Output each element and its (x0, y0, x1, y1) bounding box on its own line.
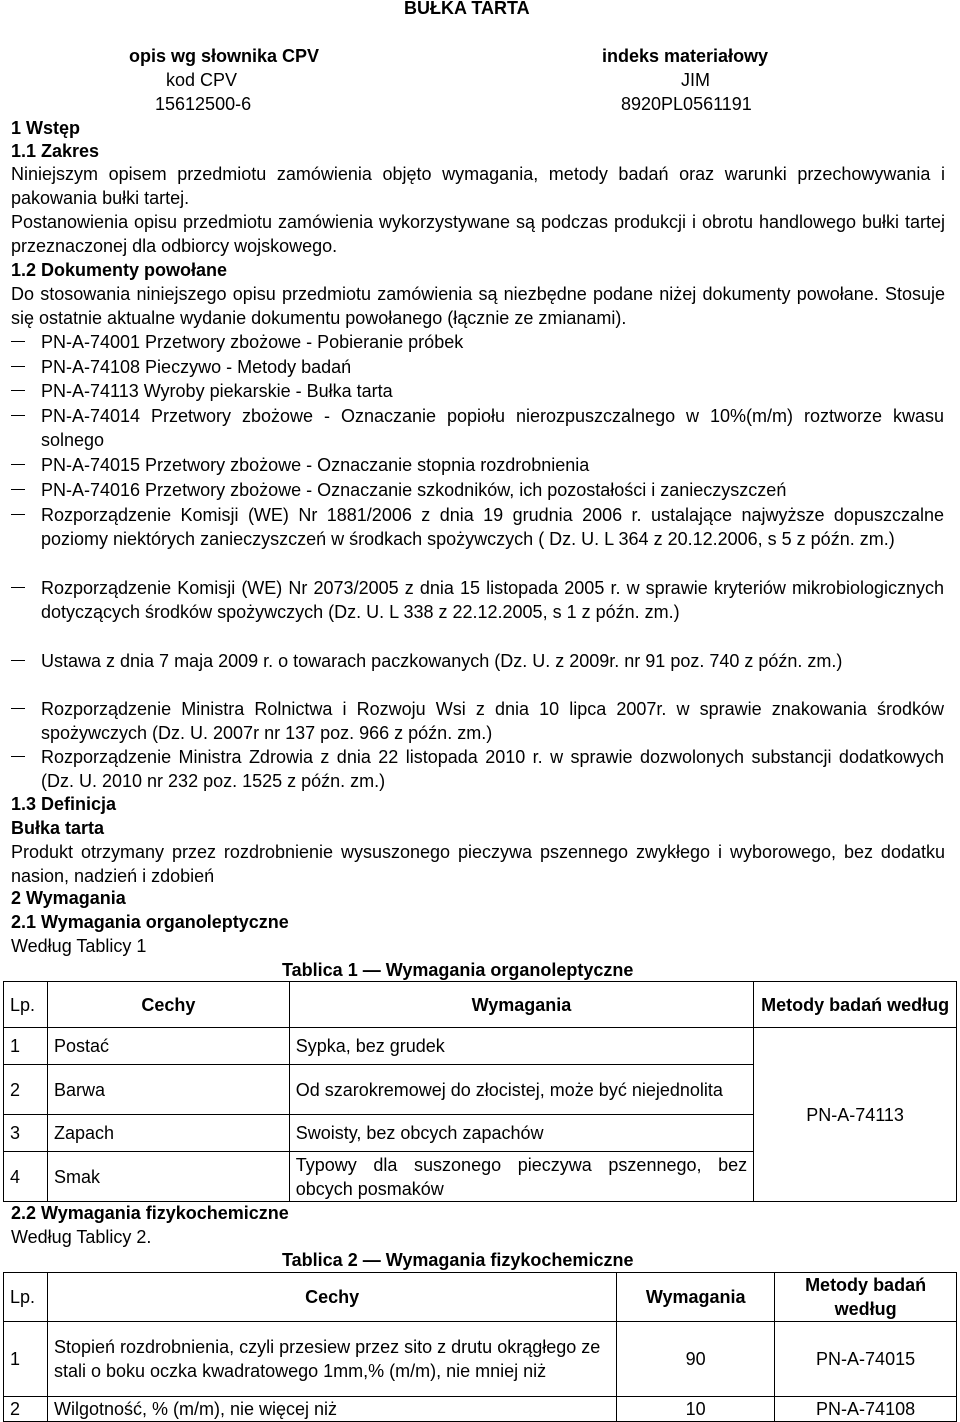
list-item (0, 330, 945, 354)
table-row (4, 1397, 957, 1422)
cell-requirement: 10 (617, 1397, 775, 1422)
column-header-lp: Lp. (4, 982, 48, 1028)
cpv-code: 15612500-6 (155, 94, 252, 114)
jim-code: 8920PL0561191 (621, 94, 752, 114)
cell-feature: Zapach (47, 1115, 289, 1152)
dash-bullet-icon (11, 390, 25, 391)
section-2-heading: 2 Wymagania (11, 888, 126, 908)
list-item-text: PN-A-74113 Wyroby piekarskie - Bułka tarta (41, 381, 393, 401)
list-item (0, 478, 945, 502)
definition-term: Bułka tarta (11, 818, 105, 838)
table-2-caption: Tablica 2 — Wymagania fizykochemiczne (282, 1250, 634, 1270)
section-1-1-paragraph-2: Postanowienia opisu przedmiotu zamówienia wykorzystywane są podczas produkcji i obrotu handlowego bułki tartej przeznaczonej dla odbiorcy wojskowego. (11, 212, 945, 256)
index-label: indeks materiałowy (602, 46, 769, 66)
cell-requirement: Swoisty, bez obcych zapachów (289, 1115, 753, 1152)
section-1-heading: 1 Wstęp (11, 118, 81, 138)
table-row (4, 1028, 957, 1065)
section-1-2-paragraph: Do stosowania niniejszego opisu przedmiotu zamówienia są niezbędne podane niżej dokumenty powołane. Stosuje się ostatnie aktualne wydanie dokumentu powołanego (łącznie ze zmianami). (11, 284, 945, 328)
list-item-text: Rozporządzenie Ministra Rolnictwa i Rozwoju Wsi z dnia 10 lipca 2007r. w sprawie znakowania środków spożywczych (Dz. U. 2007r nr 137 poz. 966 z późn. zm.) (41, 699, 944, 743)
dash-bullet-icon (11, 514, 25, 515)
cell-requirement: Sypka, bez grudek (289, 1028, 753, 1065)
list-item (0, 503, 945, 575)
section-1-1-heading: 1.1 Zakres (11, 141, 100, 161)
cell-requirement: Od szarokremowej do złocistej, może być niejednolita (289, 1065, 753, 1115)
cell-requirement: Typowy dla suszonego pieczywa pszennego, bez obcych posmaków (289, 1152, 753, 1202)
cell-lp: 2 (4, 1065, 48, 1115)
dash-bullet-icon (11, 708, 25, 709)
dash-bullet-icon (11, 341, 25, 342)
list-item-text: PN-A-74016 Przetwory zbożowe - Oznaczanie szkodników, ich pozostałości i zanieczyszczeń (41, 480, 787, 500)
jim-label: JIM (681, 70, 710, 90)
definition-text: Produkt otrzymany przez rozdrobnienie wysuszonego pieczywa pszennego zwykłego i wyborowego, bez dodatku nasion, nadzień i zdobień (11, 842, 945, 886)
document-title: BUŁKA TARTA (404, 0, 530, 18)
list-item (0, 379, 945, 403)
dash-bullet-icon (11, 415, 25, 416)
dash-bullet-icon (11, 489, 25, 490)
list-item-text: Rozporządzenie Ministra Zdrowia z dnia 22 listopada 2010 r. w sprawie dozwolonych substancji dodatkowych (Dz. U. 2010 nr 232 poz. 1525 z późn. zm.) (41, 747, 944, 791)
list-item-text: PN-A-74014 Przetwory zbożowe - Oznaczanie popiołu nierozpuszczalnego w 10%(m/m) roztworze kwasu solnego (41, 406, 944, 450)
cell-method: PN-A-74113 (754, 1028, 957, 1202)
column-header-lp: Lp. (4, 1273, 48, 1322)
table-organoleptic (3, 981, 957, 1202)
column-header-features: Cechy (47, 982, 289, 1028)
section-2-1-heading: 2.1 Wymagania organoleptyczne (11, 912, 289, 932)
table-header-row (4, 982, 957, 1028)
column-header-requirements: Wymagania (617, 1273, 775, 1322)
cell-feature: Wilgotność, % (m/m), nie więcej niż (47, 1397, 616, 1422)
cell-lp: 2 (4, 1397, 48, 1422)
cell-method: PN-A-74108 (775, 1397, 957, 1422)
column-header-features: Cechy (47, 1273, 616, 1322)
table-physicochemical (3, 1272, 957, 1422)
table-2-reference: Według Tablicy 2. (11, 1227, 152, 1247)
cell-feature: Smak (47, 1152, 289, 1202)
cell-feature: Stopień rozdrobnienia, czyli przesiew przez sito z drutu okrągłego ze stali o boku oczka kwadratowego 1mm,% (m/m), nie mniej niż (47, 1322, 616, 1397)
dash-bullet-icon (11, 756, 25, 757)
section-1-1-paragraph-1: Niniejszym opisem przedmiotu zamówienia objęto wymagania, metody badań oraz warunki przechowywania i pakowania bułki tartej. (11, 164, 945, 208)
table-1-caption: Tablica 1 — Wymagania organoleptyczne (282, 960, 634, 980)
dash-bullet-icon (11, 464, 25, 465)
cell-feature: Postać (47, 1028, 289, 1065)
list-item-text: Rozporządzenie Komisji (WE) Nr 1881/2006 z dnia 19 grudnia 2006 r. ustalające najwyższe dopuszczalne poziomy niektórych zanieczyszczeń w środkach spożywczych ( Dz. U. L 364 z 20.12.2006, s 5 z późn. zm.) (41, 505, 944, 549)
column-header-methods: Metody badań według (754, 982, 957, 1028)
cell-lp: 4 (4, 1152, 48, 1202)
column-header-requirements: Wymagania (289, 982, 753, 1028)
cell-requirement: 90 (617, 1322, 775, 1397)
list-item (0, 453, 945, 477)
section-1-3-heading: 1.3 Definicja (11, 794, 117, 814)
table-row (4, 1322, 957, 1397)
list-item (0, 355, 945, 379)
list-item-text: Rozporządzenie Komisji (WE) Nr 2073/2005 z dnia 15 listopada 2005 r. w sprawie kryteriów mikrobiologicznych dotyczących środków spożywczych (Dz. U. L 338 z 22.12.2005, s 1 z późn. zm.) (41, 578, 944, 622)
list-item-text: PN-A-74015 Przetwory zbożowe - Oznaczanie stopnia rozdrobnienia (41, 455, 590, 475)
table-header-row (4, 1273, 957, 1322)
list-item (0, 404, 945, 452)
dash-bullet-icon (11, 587, 25, 588)
dash-bullet-icon (11, 366, 25, 367)
dash-bullet-icon (11, 660, 25, 661)
cell-lp: 1 (4, 1028, 48, 1065)
list-item-text: PN-A-74001 Przetwory zbożowe - Pobieranie próbek (41, 332, 464, 352)
cpv-code-label: kod CPV (166, 70, 238, 90)
table-1-reference: Według Tablicy 1 (11, 936, 147, 956)
section-1-2-heading: 1.2 Dokumenty powołane (11, 260, 228, 280)
cell-lp: 1 (4, 1322, 48, 1397)
list-item (0, 697, 945, 745)
list-item (0, 649, 945, 697)
cell-method: PN-A-74015 (775, 1322, 957, 1397)
column-header-methods: Metody badań według (775, 1273, 957, 1322)
section-2-2-heading: 2.2 Wymagania fizykochemiczne (11, 1203, 289, 1223)
cpv-label: opis wg słownika CPV (129, 46, 320, 66)
list-item-text: PN-A-74108 Pieczywo - Metody badań (41, 357, 352, 377)
list-item (0, 745, 945, 793)
list-item (0, 576, 945, 648)
cell-feature: Barwa (47, 1065, 289, 1115)
cell-lp: 3 (4, 1115, 48, 1152)
list-item-text: Ustawa z dnia 7 maja 2009 r. o towarach paczkowanych (Dz. U. z 2009r. nr 91 poz. 740 z późn. zm.) (41, 651, 843, 671)
